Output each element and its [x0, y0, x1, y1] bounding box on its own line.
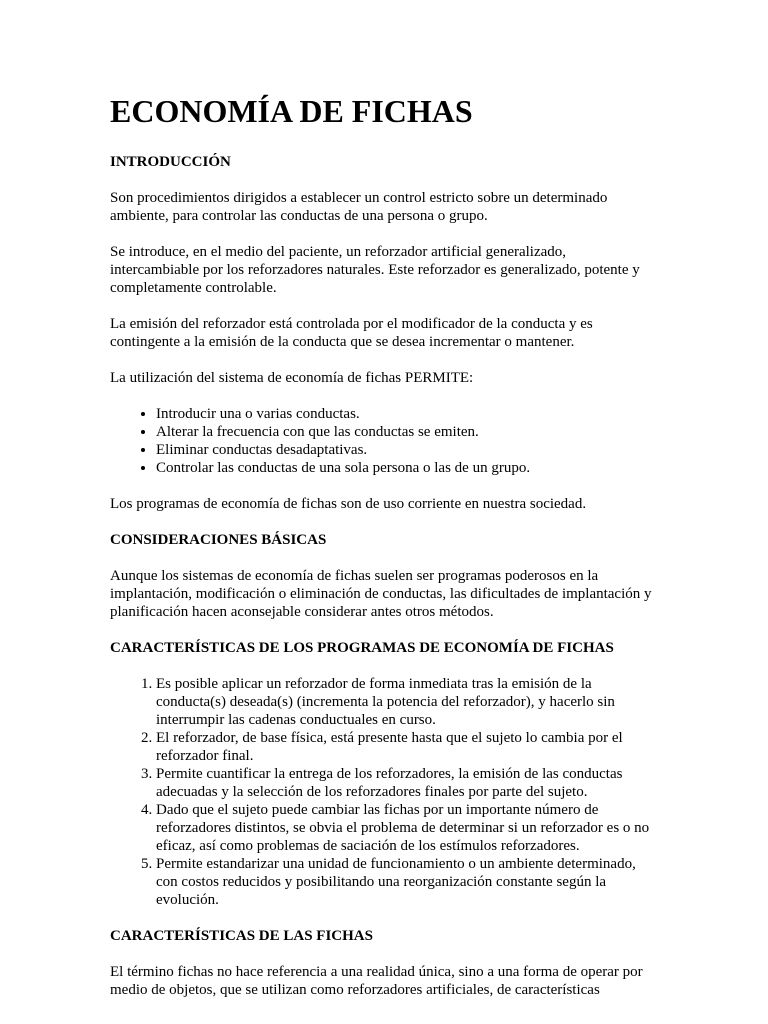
list-item: 1. Es posible aplicar un reforzador de forma inmediata tras la emisión de la conducta(s) deseada(s) (incrementa la potencia del reforzador), y hacerlo sin interrumpir las cadenas conductuales en curso. — [156, 675, 658, 729]
section-heading-introduccion: INTRODUCCIÓN — [110, 154, 231, 170]
list-item: 3. Permite cuantificar la entrega de los reforzadores, la emisión de las conductas adecuadas y la selección de los reforzadores finales por parte del sujeto. — [156, 765, 658, 801]
paragraph: Son procedimientos dirigidos a establecer un control estricto sobre un determinado ambiente, para controlar las conductas de una persona o grupo. — [110, 190, 608, 224]
list-item: • Introducir una o varias conductas. — [156, 405, 658, 423]
list-item: 5. Permite estandarizar una unidad de funcionamiento o un ambiente determinado, con costos reducidos y posibilitando una reorganización constante según la evolución. — [156, 855, 658, 909]
section-heading-consideraciones: CONSIDERACIONES BÁSICAS — [110, 532, 327, 548]
document-page — [110, 93, 658, 1017]
numbered-list-caracteristicas — [110, 675, 658, 909]
paragraph: La emisión del reforzador está controlada por el modificador de la conducta y es contingente a la emisión de la conducta que se desea incrementar o mantener. — [110, 316, 593, 350]
paragraph: La utilización del sistema de economía de fichas PERMITE: — [110, 370, 474, 386]
section-heading-caracteristicas-fichas: CARACTERÍSTICAS DE LAS FICHAS — [110, 928, 373, 944]
document-title: ECONOMÍA DE FICHAS — [110, 93, 473, 129]
paragraph: El término fichas no hace referencia a una realidad única, sino a una forma de operar por medio de objetos, que se utilizan como reforzadores artificiales, de características — [110, 964, 643, 998]
paragraph: Se introduce, en el medio del paciente, un reforzador artificial generalizado, intercambiable por los reforzadores naturales. Este reforzador es generalizado, potente y completamente controlable. — [110, 244, 640, 296]
list-item: • Alterar la frecuencia con que las conductas se emiten. — [156, 423, 658, 441]
paragraph: Los programas de economía de fichas son de uso corriente en nuestra sociedad. — [110, 496, 587, 512]
list-item: 4. Dado que el sujeto puede cambiar las fichas por un importante número de reforzadores distintos, se obvia el problema de determinar si un reforzador es o no eficaz, así como problemas de saciación de los estímulos reforzadores. — [156, 801, 658, 855]
list-item: • Controlar las conductas de una sola persona o las de un grupo. — [156, 459, 658, 477]
list-item: • Eliminar conductas desadaptativas. — [156, 441, 658, 459]
paragraph: Aunque los sistemas de economía de fichas suelen ser programas poderosos en la implantación, modificación o eliminación de conductas, las dificultades de implantación y planificación hacen aconsejable considerar antes otros métodos. — [110, 568, 652, 620]
list-item: 2. El reforzador, de base física, está presente hasta que el sujeto lo cambia por el reforzador final. — [156, 729, 658, 765]
section-heading-caracteristicas-programas: CARACTERÍSTICAS DE LOS PROGRAMAS DE ECONOMÍA DE FICHAS — [110, 640, 614, 656]
bullet-list-permite — [110, 405, 658, 477]
